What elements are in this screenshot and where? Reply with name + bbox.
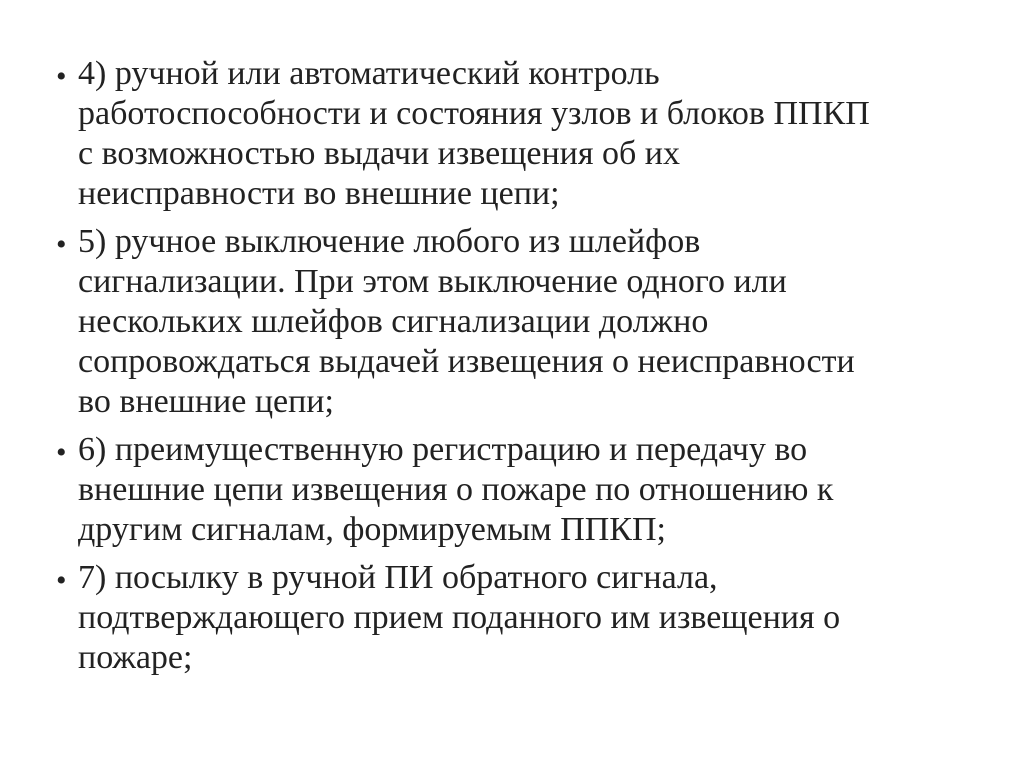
item-text-line: подтверждающего прием поданного им извещения о bbox=[78, 599, 841, 636]
bullet-icon: • bbox=[56, 564, 67, 597]
bullet-icon: • bbox=[56, 228, 67, 261]
item-text-line: внешние цепи извещения о пожаре по отношению к bbox=[78, 471, 834, 508]
item-text-line: 4) ручной или автоматический контроль bbox=[78, 55, 660, 92]
item-text-line: неисправности во внешние цепи; bbox=[78, 175, 560, 212]
item-text-line: с возможностью выдачи извещения об их bbox=[78, 135, 681, 172]
bullet-list bbox=[56, 54, 976, 686]
item-text-line: работоспособности и состояния узлов и блоков ППКП bbox=[78, 95, 870, 132]
item-text-line: другим сигналам, формируемым ППКП; bbox=[78, 511, 666, 548]
item-text-line: во внешние цепи; bbox=[78, 383, 334, 420]
item-text-line: 6) преимущественную регистрацию и передачу во bbox=[78, 431, 808, 468]
item-text-line: 7) посылку в ручной ПИ обратного сигнала, bbox=[78, 559, 718, 596]
bullet-icon: • bbox=[56, 436, 67, 469]
item-text-line: 5) ручное выключение любого из шлейфов bbox=[78, 223, 701, 260]
item-text-line: сопровождаться выдачей извещения о неисправности bbox=[78, 343, 855, 380]
list-item bbox=[56, 54, 976, 214]
item-text-line: нескольких шлейфов сигнализации должно bbox=[78, 303, 709, 340]
list-item bbox=[56, 222, 976, 422]
item-text-line: пожаре; bbox=[78, 639, 193, 676]
list-item bbox=[56, 558, 976, 678]
item-text-line: сигнализации. При этом выключение одного или bbox=[78, 263, 787, 300]
list-item bbox=[56, 430, 976, 550]
bullet-icon: • bbox=[56, 60, 67, 93]
